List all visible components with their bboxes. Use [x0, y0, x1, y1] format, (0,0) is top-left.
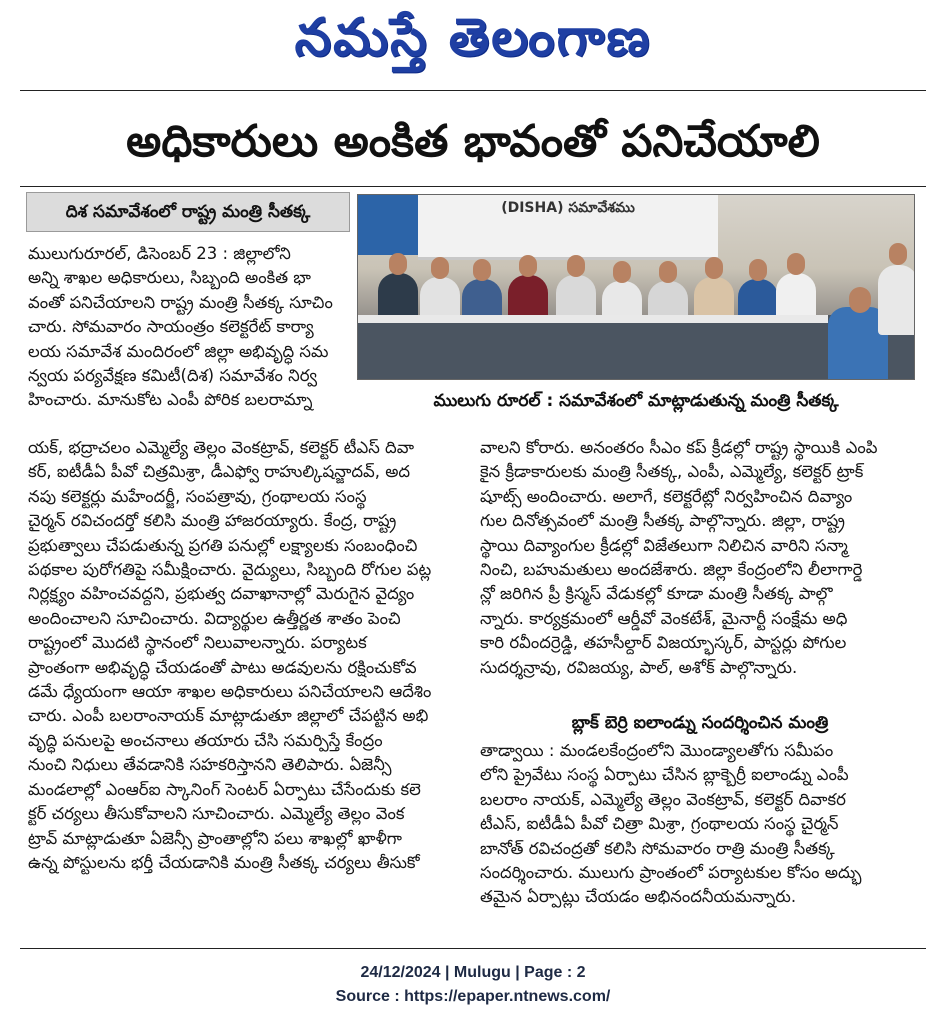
masthead-logo: నమస్తే తెలంగాణ [294, 8, 652, 68]
article-col1-top: ములుగురూరల్, డిసెంబర్ 23 : జిల్లాలోని అన్ని శాఖల అధికారులు, సిబ్బంది అంకిత భా వంతో పనిచేయాలని రాష్ట్ర మంత్రి సీతక్క సూచిం చారు. సోమవారం సాయంత్రం కలెక్టరేట్ కార్యా లయ సమావేశ మందిరంలో జిల్లా అభివృద్ధి సమ న్వయ పర్యవేక్షణ కమిటీ(దిశ) సమావేశం నిర్వ హించారు. మానుకోట ఎంపీ పోరిక బలరామ్నా [28, 244, 333, 410]
article-col1-bottom: యక్, భద్రాచలం ఎమ్మెల్యే తెల్లం వెంకట్రావ్, కలెక్టర్ టీఎస్ దివా కర్, ఐటీడీఏ పీవో చిత్రమిశ్రా, డీఎఫ్వో రాహుల్కిషన్జాదవ్, అద నపు కలెక్టర్లు మహేందర్జీ, సంపత్రావు, గ్రంథాలయ సంస్థ చైర్మన్ రవిచందర్తో కలిసి మంత్రి హాజరయ్యారు. కేంద్ర, రాష్ట్ర ప్రభుత్వాలు చేపడుతున్న ప్రగతి పనుల్లో లక్ష్యాలకు సంబంధించి పథకాల పురోగతిపై సమీక్షించారు. వైద్యులు, సిబ్బంది రోగుల పట్ల నిర్లక్ష్యం వహించవద్దని, ప్రభుత్వ దవాఖానాల్లో మెరుగైన వైద్యం అందించాలని సూచించారు. విద్యార్థుల ఉత్తీర్ణత శాతం పెంచి రాష్ట్రంలో మొదటి స్థానంలో నిలువాలన్నారు. పర్యాటక ప్రాంతంగా అభివృద్ధి చేయడంతో పాటు అడవులను రక్షించుకోవ డమే ధ్యేయంగా ఆయా శాఖల అధికారులు పనిచేయాలని ఆదేశిం చారు. ఎంపీ బలరాంనాయక్ మాట్లాడుతూ జిల్లాలో చేపట్టిన అభి వృద్ధి పనులపై అంచనాలు తయారు చేసి సమర్పిస్తే కేంద్రం నుంచి నిధులు తేవడానికి సహకరిస్తానని తెలిపారు. ఏజెన్సీ మండలాల్లో ఎంఆర్ఐ స్కానింగ్ సెంటర్ ఏర్పాటు చేసేందుకు కలె క్టర్ చర్యలు తీసుకోవాలని సూచించారు. ఎమ్మెల్యే తెల్లం వెంక ట్రావ్ మాట్లాడుతూ ఏజెన్సీ ప్రాంతాల్లోని పలు శాఖల్లో ఖాళీగా ఉన్న పోస్టులను భర్తీ చేయడానికి మంత్రి సీతక్క చర్యలు తీసుకో [28, 438, 432, 872]
article-photo [357, 194, 915, 380]
divider [20, 90, 926, 91]
footer-date-page: 24/12/2024 | Mulugu | Page : 2 [360, 964, 586, 981]
sub-headline: బ్లాక్ బెర్రి ఐలాండ్ను సందర్శించిన మంత్రి [571, 713, 829, 733]
photo-caption: ములుగు రూరల్ : సమావేశంలో మాట్లాడుతున్న మంత్రి సీతక్క [433, 391, 839, 411]
article-col2-bottom: తాడ్వాయి : మండలకేంద్రంలోని మొండ్యాలతోగు సమీపం లోని ప్రైవేటు సంస్థ ఏర్పాటు చేసిన బ్లాక్బెర్రీ ఐలాండ్ను ఎంపీ బలరాం నాయక్, ఎమ్మెల్యే తెల్లం వెంకట్రావ్, కలెక్టర్ దివాకర టీఎస్, ఐటీడీఏ పీవో చిత్రా మిశ్రా, గ్రంథాలయ సంస్థ చైర్మన్ బానోత్ రవిచంద్రతో కలిసి సోమవారం రాత్రి మంత్రి సీతక్క సందర్శించారు. ములుగు ప్రాంతంలో పర్యాటకుల కోసం అద్భు తమైన ఏర్పాట్లు చేయడం అభినందనీయమన్నారు. [480, 741, 862, 907]
article-col2: వాలని కోరారు. అనంతరం సీఎం కప్ క్రీడల్లో రాష్ట్ర స్థాయికి ఎంపి కైన క్రీడాకారులకు మంత్రి సీతక్క, ఎంపీ, ఎమ్మెల్యే, కలెక్టర్ ట్రాక్ షూట్స్ అందించారు. అలాగే, కలెక్టరేట్లో నిర్వహించిన దివ్యాం గుల దినోత్సవంలో మంత్రి సీతక్క పాల్గొన్నారు. జిల్లా, రాష్ట్ర స్థాయి దివ్యాంగుల క్రీడల్లో విజేతలుగా నిలిచిన వారిని సన్మా నించి, బహుమతులు అందజేశారు. జిల్లా కేంద్రంలోని లీలాగార్డె న్లో జరిగిన ప్రీ క్రిస్మస్ వేడుకల్లో కూడా మంత్రి సీతక్క పాల్గొ న్నారు. కార్యక్రమంలో ఆర్డీవో వెంకటేశ్, మైనార్టీ సంక్షేమ అధి కారి రవీందర్రెడ్డి, తహసీల్దార్ విజయ్భాస్కర్, పాస్టర్లు పోగుల సుదర్శన్రావు, రవిజయ్య, పాల్, అశోక్ పాల్గొన్నారు. [480, 438, 878, 677]
divider [20, 948, 926, 949]
footer-source: Source : https://epaper.ntnews.com/ [335, 988, 611, 1005]
subhead: దిశ సమావేశంలో రాష్ట్ర మంత్రి సీతక్క [26, 192, 350, 232]
photo-banner-text: (DISHA) సమావేశము [418, 195, 718, 260]
headline: అధికారులు అంకిత భావంతో పనిచేయాలి [126, 116, 820, 167]
divider [20, 186, 926, 187]
